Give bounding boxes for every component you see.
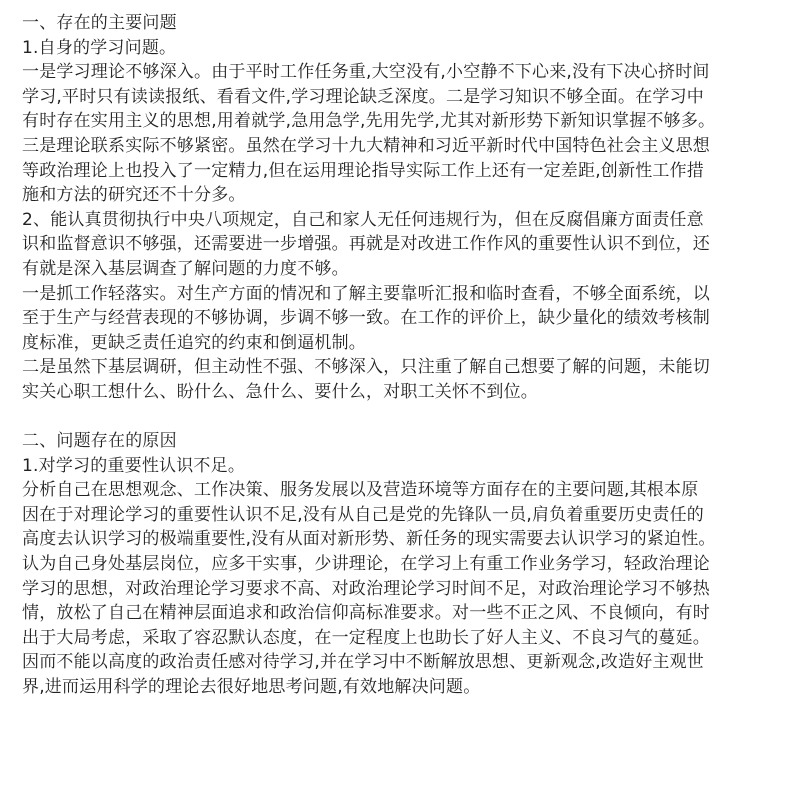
text-line: 学习,平时只有读读报纸、看看文件,学习理论缺乏深度。二是学习知识不够全面。在学习中 <box>22 86 705 107</box>
text-line: 施和方法的研究还不十分多。 <box>22 185 246 206</box>
text-line: 2、能认真贯彻执行中央八项规定，自己和家人无任何违规行为，但在反腐倡廉方面责任意 <box>22 209 704 230</box>
text-line: 界,进而运用科学的理论去很好地思考问题,有效地解决问题。 <box>22 677 481 698</box>
paragraph <box>22 355 782 404</box>
paragraph <box>22 478 782 699</box>
text-line: 实关心职工想什么、盼什么、急什么、要什么，对职工关怀不到位。 <box>22 381 538 402</box>
text-line: 情，放松了自己在精神层面追求和政治信仰高标准要求。对一些不正之风、不良倾向，有时 <box>22 603 710 624</box>
text-line: 认为自己身处基层岗位，应多干实事，少讲理论，在学习上有重工作业务学习，轻政治理论 <box>22 554 710 575</box>
text-line: 因而不能以高度的政治责任感对待学习,并在学习中不断解放思想、更新观念,改造好主观世 <box>22 652 705 673</box>
subsection-heading: 1.自身的学习问题。 <box>22 37 177 58</box>
text-line: 等政治理论上也投入了一定精力,但在运用理论指导实际工作上还有一定差距,创新性工作措 <box>22 160 705 181</box>
text-line: 二是虽然下基层调研，但主动性不强、不够深入，只注重了解自己想要了解的问题，未能切 <box>22 357 710 378</box>
subsection-heading: 1.对学习的重要性认识不足。 <box>22 455 246 476</box>
text-line: 学习的思想，对政治理论学习要求不高、对政治理论学习时间不足，对政治理论学习不够热 <box>22 578 710 599</box>
spacer <box>22 405 782 430</box>
text-line: 分析自己在思想观念、工作决策、服务发展以及营造环境等方面存在的主要问题,其根本原 <box>22 480 699 501</box>
section-heading: 一、存在的主要问题 <box>22 13 177 33</box>
section-heading: 二、问题存在的原因 <box>22 431 177 452</box>
text-line: 高度去认识学习的极端重要性,没有从面对新形势、新任务的现实需要去认识学习的紧迫性。 <box>22 529 716 550</box>
text-line: 有时存在实用主义的思想,用着就学,急用急学,先用先学,尤其对新形势下新知识掌握不够多。 <box>22 111 716 132</box>
paragraph <box>22 282 782 356</box>
text-line: 度标准，更缺乏责任追究的约束和倒逼机制。 <box>22 332 366 353</box>
text-line: 一是抓工作轻落实。对生产方面的情况和了解主要靠听汇报和临时查看，不够全面系统，以 <box>22 283 710 304</box>
paragraph <box>22 60 782 208</box>
text-line: 有就是深入基层调查了解问题的力度不够。 <box>22 258 349 279</box>
text-line: 因在于对理论学习的重要性认识不足,没有从自己是党的先锋队一员,肩负着重要历史责任的 <box>22 504 705 525</box>
text-line: 至于生产与经营表现的不够协调，步调不够一致。在工作的评价上，缺少量化的绩效考核制 <box>22 308 710 329</box>
text-line: 识和监督意识不够强，还需要进一步增强。再就是对改进工作作风的重要性认识不到位，还 <box>22 234 710 255</box>
text-line: 三是理论联系实际不够紧密。虽然在学习十九大精神和习近平新时代中国特色社会主义思想 <box>22 135 710 156</box>
text-line: 一是学习理论不够深入。由于平时工作任务重,大空没有,小空静不下心来,没有下决心挤时间 <box>22 62 710 83</box>
text-line: 出于大局考虑，采取了容忍默认态度，在一定程度上也助长了好人主义、不良习气的蔓延。 <box>22 627 710 648</box>
paragraph <box>22 208 782 282</box>
